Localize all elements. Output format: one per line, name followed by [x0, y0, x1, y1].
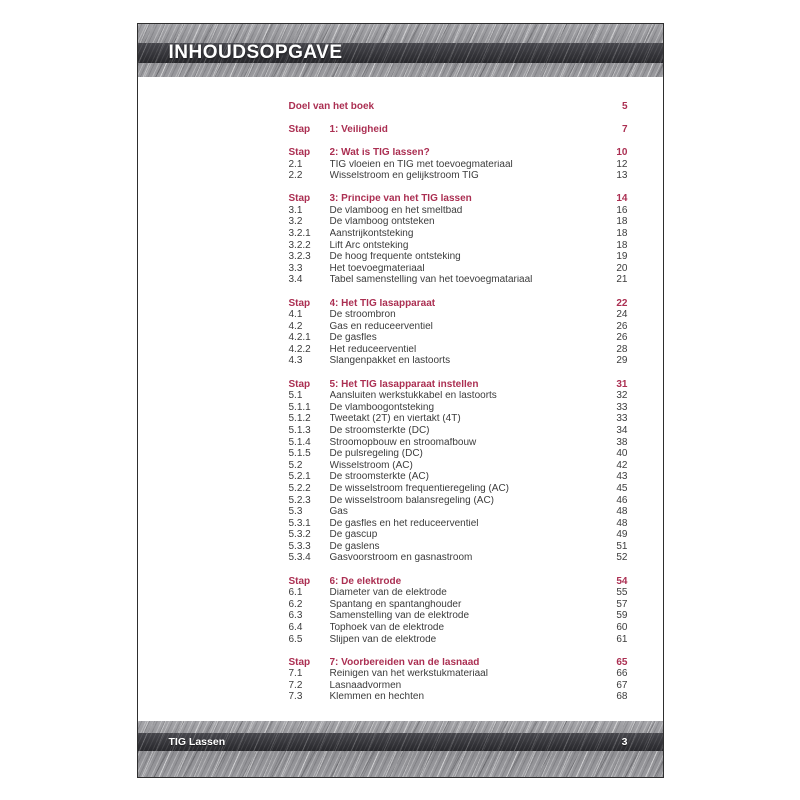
toc-section: [289, 379, 628, 565]
toc-entry-title: De vlamboog en het smeltbad: [329, 205, 463, 216]
toc-entry-page-number: 13: [616, 170, 628, 182]
toc-entry-title: Klemmen en hechten: [329, 692, 425, 703]
toc-entry-page-number: 48: [616, 506, 628, 518]
toc-entry-row: [289, 506, 628, 518]
toc-entry-title: Tophoek van de elektrode: [329, 622, 445, 633]
toc-section-label: Stap: [288, 297, 311, 309]
toc-entry-title: Tabel samenstelling van het toevoegmatariaal: [329, 275, 533, 286]
toc-entry-title: Samenstelling van de elektrode: [329, 611, 470, 622]
toc-entry-number: 5.3.2: [288, 529, 311, 541]
toc-entry-page-number: 38: [616, 436, 628, 448]
toc-entry-number: 5.1.3: [288, 424, 311, 436]
toc-entry-row: [289, 495, 628, 507]
toc-entry-title: De gascup: [329, 530, 378, 541]
toc-section-title: 7: Voorbereiden van de lasnaad: [329, 657, 480, 668]
toc-entry-row: [289, 553, 628, 565]
toc-entry-page-number: 43: [616, 471, 628, 483]
toc-entry-title: De vlamboog ontsteken: [329, 217, 435, 228]
toc-entry-page-number: 61: [616, 633, 628, 645]
toc-entry-page-number: 28: [616, 343, 628, 355]
toc-entry-title: De gasfles: [329, 333, 377, 344]
toc-entry-title: De wisselstroom frequentieregeling (AC): [329, 483, 510, 494]
toc-entry-title: Het reduceerventiel: [329, 344, 417, 355]
toc-entry-number: 6.2: [288, 598, 303, 610]
toc-entry-title: Tweetakt (2T) en viertakt (4T): [329, 414, 461, 425]
toc-entry-page-number: 24: [616, 309, 628, 321]
toc-entry-page-number: 66: [616, 668, 628, 680]
toc-entry-number: 5.3: [288, 506, 303, 518]
toc-entry-number: 4.2: [288, 320, 303, 332]
toc-entry-page-number: 55: [616, 587, 628, 599]
toc-entry-title: Wisselstroom en gelijkstroom TIG: [329, 171, 479, 182]
toc-entry-title: De wisselstroom balansregeling (AC): [329, 495, 495, 506]
toc-entry-page-number: 52: [616, 552, 628, 564]
footer-strip: [138, 733, 663, 751]
toc-entry-row: [289, 460, 628, 472]
toc-entry-title: Het toevoegmateriaal: [329, 263, 425, 274]
toc-entry-title: Aansluiten werkstukkabel en lastoorts: [329, 391, 497, 402]
toc-entry-number: 4.3: [288, 355, 303, 367]
toc-entry-row: [289, 263, 628, 275]
toc-entry-number: 5.1.4: [288, 436, 311, 448]
toc-entry-title: Gas en reduceerventiel: [329, 321, 433, 332]
toc-entry-number: 7.1: [288, 668, 303, 680]
toc-entry-page-number: 42: [616, 459, 628, 471]
toc-entry-number: 5.3.4: [288, 552, 311, 564]
toc-section-page-number: 5: [621, 100, 628, 112]
toc-entry-title: De stroomsterkte (AC): [329, 472, 429, 483]
toc-entry-page-number: 32: [616, 390, 628, 402]
toc-entry-row: [289, 228, 628, 240]
toc-entry-row: [289, 425, 628, 437]
toc-entry-row: [289, 692, 628, 704]
toc-entry-number: 5.2.2: [288, 482, 311, 494]
toc-entry-title: Aanstrijkontsteking: [329, 229, 414, 240]
toc-section-title: 5: Het TIG lasapparaat instellen: [329, 379, 479, 390]
toc-section-page-number: 7: [621, 123, 628, 135]
toc-section-label: Stap: [288, 656, 311, 668]
toc-entry-page-number: 20: [616, 262, 628, 274]
toc-entry-title: De vlamboogontsteking: [329, 402, 435, 413]
toc-entry-number: 3.4: [288, 274, 303, 286]
toc-entry-title: Wisselstroom (AC): [329, 460, 413, 471]
toc-entry-title: Stroomopbouw en stroomafbouw: [329, 437, 477, 448]
toc-section: [289, 657, 628, 703]
toc-entry-row: [289, 159, 628, 171]
toc-entry-row: [289, 205, 628, 217]
toc-section-label: Stap: [288, 193, 311, 205]
toc-entry-page-number: 67: [616, 679, 628, 691]
toc-section-header-row: [289, 101, 628, 113]
toc-entry-number: 6.5: [288, 633, 303, 645]
toc-entry-title: Reinigen van het werkstukmateriaal: [329, 669, 488, 680]
toc-section-title: 3: Principe van het TIG lassen: [329, 194, 472, 205]
toc-section-page-number: 31: [616, 378, 628, 390]
toc-entry-number: 6.4: [288, 621, 303, 633]
toc-section-page-number: 65: [616, 656, 628, 668]
toc-entry-title: Gas: [329, 507, 348, 518]
toc-entry-title: Lasnaadvormen: [329, 680, 402, 691]
toc-entry-row: [289, 437, 628, 449]
header-title-strip: [138, 43, 663, 63]
toc-section-header-row: [289, 379, 628, 391]
toc-section-page-number: 54: [616, 575, 628, 587]
toc-entry-page-number: 18: [616, 239, 628, 251]
toc-entry-number: 5.3.3: [288, 540, 311, 552]
toc-entry-row: [289, 309, 628, 321]
toc-entry-number: 2.1: [288, 158, 303, 170]
toc-section-label: Stap: [288, 146, 311, 158]
toc-entry-page-number: 59: [616, 610, 628, 622]
page-title: INHOUDSOPGAVE: [168, 42, 343, 63]
toc-entry-page-number: 60: [616, 621, 628, 633]
toc-entry-row: [289, 333, 628, 345]
toc-entry-row: [289, 587, 628, 599]
toc-section-page-number: 10: [616, 146, 628, 158]
toc-entry-row: [289, 448, 628, 460]
toc-entry-row: [289, 634, 628, 646]
toc-section-header-row: [289, 147, 628, 159]
toc-section: [289, 124, 628, 136]
toc-entry-page-number: 26: [616, 320, 628, 332]
toc-entry-page-number: 26: [616, 332, 628, 344]
toc-entry-row: [289, 251, 628, 263]
toc-entry-page-number: 29: [616, 355, 628, 367]
toc-entry-row: [289, 240, 628, 252]
toc-entry-row: [289, 356, 628, 368]
toc-entry-number: 5.1.1: [288, 401, 311, 413]
toc-entry-page-number: 48: [616, 517, 628, 529]
toc-entry-title: Slijpen van de elektrode: [329, 634, 437, 645]
toc-entry-page-number: 46: [616, 494, 628, 506]
toc-entry-title: De hoog frequente ontsteking: [329, 252, 461, 263]
toc-entry-number: 5.1.5: [288, 448, 311, 460]
toc-section-page-number: 14: [616, 193, 628, 205]
toc-entry-row: [289, 217, 628, 229]
page-header-band: [138, 24, 663, 77]
toc-section-header-row: [289, 657, 628, 669]
toc-section: [289, 193, 628, 286]
toc-entry-number: 5.2.1: [288, 471, 311, 483]
toc-entry-title: Gasvoorstroom en gasnastroom: [329, 553, 473, 564]
toc-entry-title: De gaslens: [329, 541, 380, 552]
toc-entry-number: 6.3: [288, 610, 303, 622]
toc-section: [289, 101, 628, 113]
toc-entry-title: Spantang en spantanghouder: [329, 599, 462, 610]
toc-entry-page-number: 68: [616, 691, 628, 703]
toc-entry-page-number: 12: [616, 158, 628, 170]
toc-entry-page-number: 51: [616, 540, 628, 552]
toc-section: [289, 298, 628, 368]
toc-entry-number: 2.2: [288, 170, 303, 182]
toc-entry-number: 3.1: [288, 204, 303, 216]
footer-book-title: TIG Lassen: [168, 736, 226, 748]
page-footer-band: [138, 721, 663, 777]
toc-entry-row: [289, 483, 628, 495]
toc-section-title: 2: Wat is TIG lassen?: [329, 147, 430, 158]
toc-entry-number: 3.2.3: [288, 251, 311, 263]
toc-entry-number: 3.2: [288, 216, 303, 228]
toc-entry-page-number: 45: [616, 482, 628, 494]
toc-entry-row: [289, 599, 628, 611]
toc-section-label: Stap: [288, 575, 311, 587]
toc-entry-row: [289, 541, 628, 553]
toc-entry-title: De pulsregeling (DC): [329, 449, 423, 460]
toc-entry-page-number: 18: [616, 228, 628, 240]
toc-entry-number: 6.1: [288, 587, 303, 599]
toc-entry-number: 3.3: [288, 262, 303, 274]
toc-entry-row: [289, 518, 628, 530]
toc-entry-number: 7.2: [288, 679, 303, 691]
toc-entry-page-number: 34: [616, 424, 628, 436]
toc-entry-number: 3.2.1: [288, 228, 311, 240]
toc-section: [289, 147, 628, 182]
toc-entry-number: 4.2.1: [288, 332, 311, 344]
toc-entry-title: Slangenpakket en lastoorts: [329, 356, 451, 367]
toc-section-header-row: [289, 193, 628, 205]
toc-entry-number: 5.1: [288, 390, 303, 402]
toc-entry-row: [289, 622, 628, 634]
toc-entry-row: [289, 472, 628, 484]
toc-entry-row: [289, 390, 628, 402]
toc-section-label: Stap: [288, 378, 311, 390]
toc-section-header-row: [289, 298, 628, 310]
toc-section: [289, 576, 628, 646]
toc-entry-row: [289, 680, 628, 692]
toc-entry-row: [289, 611, 628, 623]
toc-entry-page-number: 40: [616, 448, 628, 460]
toc-entry-page-number: 33: [616, 401, 628, 413]
toc-section-page-number: 22: [616, 297, 628, 309]
toc-entry-title: TIG vloeien en TIG met toevoegmateriaal: [329, 159, 513, 170]
toc-entry-title: De gasfles en het reduceerventiel: [329, 518, 479, 529]
toc-entry-number: 5.2.3: [288, 494, 311, 506]
table-of-contents: [289, 101, 628, 715]
toc-entry-page-number: 18: [616, 216, 628, 228]
book-page: [137, 23, 664, 778]
toc-section-header-row: [289, 124, 628, 136]
toc-entry-page-number: 57: [616, 598, 628, 610]
toc-entry-row: [289, 402, 628, 414]
toc-section-header-row: [289, 576, 628, 588]
toc-entry-number: 3.2.2: [288, 239, 311, 251]
toc-entry-row: [289, 321, 628, 333]
toc-entry-number: 5.2: [288, 459, 303, 471]
toc-entry-number: 4.1: [288, 309, 303, 321]
toc-entry-number: 5.3.1: [288, 517, 311, 529]
toc-entry-number: 5.1.2: [288, 413, 311, 425]
toc-entry-page-number: 19: [616, 251, 628, 263]
toc-section-label: Stap: [288, 123, 311, 135]
toc-entry-title: De stroomsterkte (DC): [329, 425, 430, 436]
toc-entry-title: Lift Arc ontsteking: [329, 240, 409, 251]
toc-section-title: Doel van het boek: [288, 101, 375, 112]
toc-section-title: 6: De elektrode: [329, 576, 402, 587]
toc-section-title: 4: Het TIG lasapparaat: [329, 298, 436, 309]
toc-entry-page-number: 49: [616, 529, 628, 541]
toc-entry-row: [289, 344, 628, 356]
toc-entry-row: [289, 668, 628, 680]
toc-entry-row: [289, 170, 628, 182]
toc-entry-row: [289, 275, 628, 287]
toc-entry-title: Diameter van de elektrode: [329, 588, 447, 599]
toc-entry-page-number: 33: [616, 413, 628, 425]
toc-entry-number: 4.2.2: [288, 343, 311, 355]
toc-entry-row: [289, 530, 628, 542]
toc-entry-page-number: 16: [616, 204, 628, 216]
footer-page-number: 3: [621, 736, 628, 748]
toc-entry-title: De stroombron: [329, 310, 396, 321]
toc-section-title: 1: Veiligheid: [329, 124, 388, 135]
toc-entry-row: [289, 414, 628, 426]
toc-entry-page-number: 21: [616, 274, 628, 286]
toc-entry-number: 7.3: [288, 691, 303, 703]
